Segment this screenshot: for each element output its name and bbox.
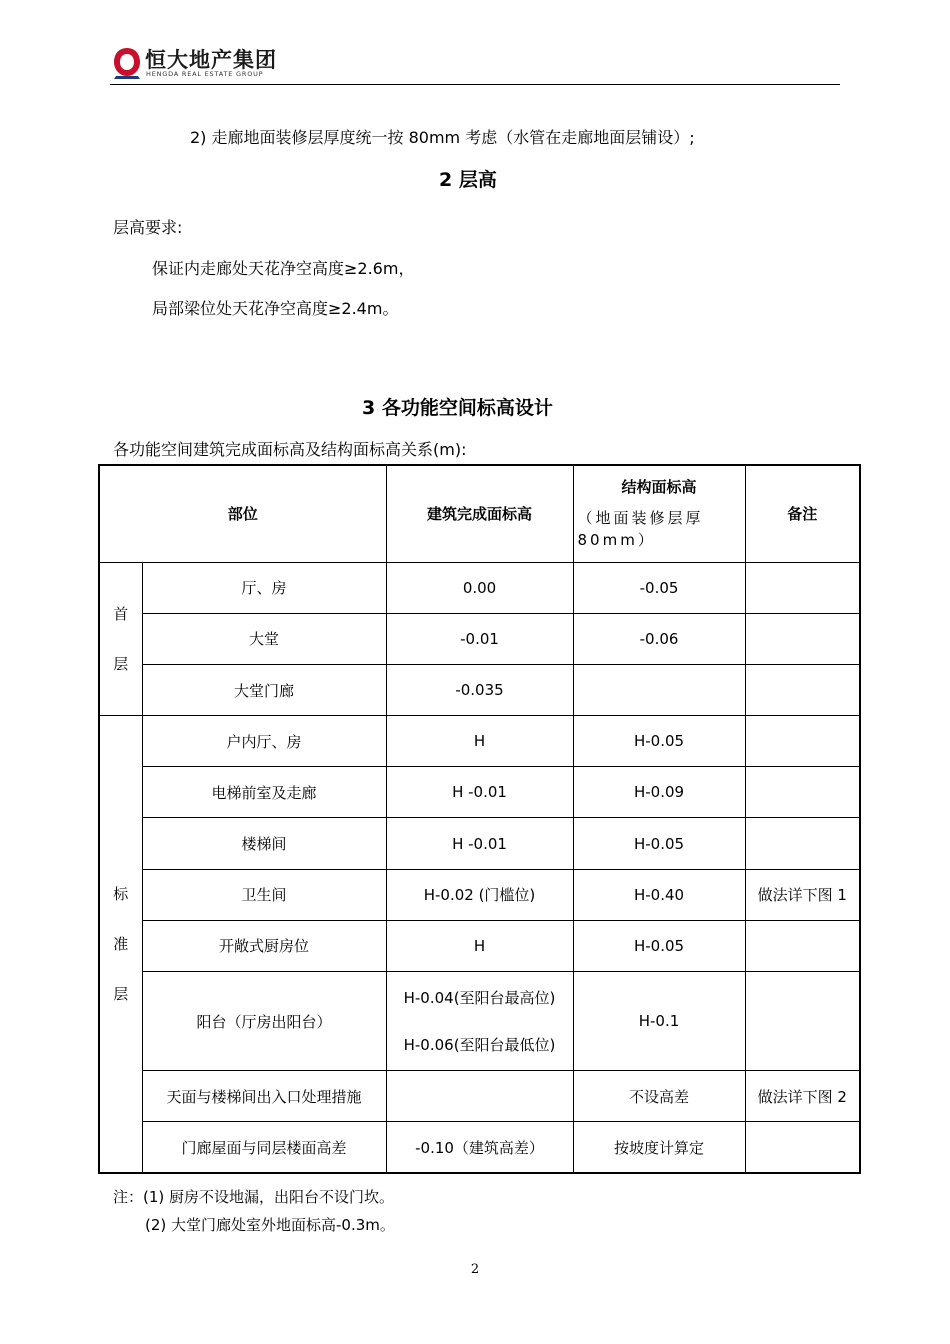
section-2-title: 2 层高 — [439, 169, 497, 191]
company-logo-icon — [112, 46, 142, 80]
cell-structure: H-0.05 — [573, 716, 745, 767]
header-structure-elevation — [573, 465, 745, 562]
cell-name: 阳台（厅房出阳台） — [142, 971, 386, 1070]
cell-finish: H -0.01 — [386, 767, 573, 818]
requirement-label: 层高要求: — [113, 218, 183, 237]
cell-remark — [745, 1122, 860, 1173]
cell-name: 卫生间 — [142, 869, 386, 920]
table-row — [99, 665, 860, 716]
requirement-2: 局部梁位处天花净空高度≥2.4m。 — [152, 299, 399, 318]
cell-remark: 做法详下图 1 — [745, 869, 860, 920]
cell-finish: H — [386, 920, 573, 971]
table-row — [99, 818, 860, 869]
header-remark: 备注 — [745, 465, 860, 562]
cell-name: 电梯前室及走廊 — [142, 767, 386, 818]
table-row — [99, 716, 860, 767]
elevation-table — [98, 464, 861, 1174]
note-1: 注：(1) 厨房不设地漏，出阳台不设门坎。 — [113, 1188, 395, 1206]
cell-structure: H-0.40 — [573, 869, 745, 920]
cell-name: 大堂门廊 — [142, 665, 386, 716]
cell-structure: -0.05 — [573, 562, 745, 613]
table-header-row — [99, 465, 860, 562]
table-row — [99, 562, 860, 613]
table-row — [99, 869, 860, 920]
cell-finish: -0.035 — [386, 665, 573, 716]
cell-finish: 0.00 — [386, 562, 573, 613]
cell-structure: 按坡度计算定 — [573, 1122, 745, 1173]
page-number: 2 — [470, 1262, 480, 1277]
cell-remark — [745, 920, 860, 971]
cell-finish — [386, 971, 573, 1070]
table-row — [99, 971, 860, 1070]
group-label-standard-floor — [99, 716, 142, 1173]
cell-structure: H-0.05 — [573, 920, 745, 971]
cell-remark — [745, 716, 860, 767]
cell-finish: H — [386, 716, 573, 767]
cell-remark — [745, 665, 860, 716]
cell-finish: -0.10（建筑高差） — [386, 1122, 573, 1173]
header-structure-title: 结构面标高 — [621, 478, 697, 497]
cell-remark — [745, 971, 860, 1070]
group-label-char: 层 — [113, 985, 129, 1004]
cell-structure: H-0.05 — [573, 818, 745, 869]
item-2-text: 2) 走廊地面装修层厚度统一按 80mm 考虑（水管在走廊地面层铺设）; — [190, 128, 695, 147]
cell-name: 大堂 — [142, 613, 386, 664]
cell-remark — [745, 562, 860, 613]
table-row — [99, 1122, 860, 1173]
logo-english-name: HENGDA REAL ESTATE GROUP — [146, 70, 264, 78]
cell-remark — [745, 767, 860, 818]
cell-structure: H-0.1 — [573, 971, 745, 1070]
group-label-char: 准 — [113, 935, 129, 954]
cell-name: 户内厅、房 — [142, 716, 386, 767]
cell-remark — [745, 613, 860, 664]
requirement-1: 保证内走廊处天花净空高度≥2.6m， — [152, 259, 415, 278]
group-label-ground-floor — [99, 562, 142, 715]
note-2: (2) 大堂门廊处室外地面标高-0.3m。 — [145, 1216, 395, 1234]
cell-remark: 做法详下图 2 — [745, 1071, 860, 1122]
cell-finish — [386, 1071, 573, 1122]
table-row — [99, 920, 860, 971]
logo-chinese-name: 恒大地产集团 — [145, 48, 277, 72]
group-label-char: 层 — [113, 654, 129, 673]
table-row — [99, 613, 860, 664]
cell-structure: 不设高差 — [573, 1071, 745, 1122]
header-divider — [110, 84, 840, 85]
table-row — [99, 767, 860, 818]
header-structure-subtitle: （地面装修层厚80mm） — [577, 509, 704, 550]
cell-finish-line-2: H-0.06(至阳台最低位) — [403, 1036, 556, 1055]
cell-name: 楼梯间 — [142, 818, 386, 869]
group-label-char: 标 — [113, 885, 129, 904]
cell-name: 门廊屋面与同层楼面高差 — [142, 1122, 386, 1173]
cell-name: 开敞式厨房位 — [142, 920, 386, 971]
cell-finish: H-0.02 (门槛位) — [386, 869, 573, 920]
table-row — [99, 1071, 860, 1122]
cell-structure — [573, 665, 745, 716]
header-position: 部位 — [99, 465, 386, 562]
cell-structure: -0.06 — [573, 613, 745, 664]
section-3-title: 3 各功能空间标高设计 — [362, 397, 553, 419]
cell-name: 厅、房 — [142, 562, 386, 613]
cell-structure: H-0.09 — [573, 767, 745, 818]
cell-finish: -0.01 — [386, 613, 573, 664]
table-caption: 各功能空间建筑完成面标高及结构面标高关系(m): — [113, 440, 467, 459]
header-finish-elevation: 建筑完成面标高 — [386, 465, 573, 562]
group-label-char: 首 — [113, 604, 129, 623]
cell-name: 天面与楼梯间出入口处理措施 — [142, 1071, 386, 1122]
cell-finish: H -0.01 — [386, 818, 573, 869]
cell-remark — [745, 818, 860, 869]
cell-finish-line-1: H-0.04(至阳台最高位) — [403, 989, 556, 1008]
